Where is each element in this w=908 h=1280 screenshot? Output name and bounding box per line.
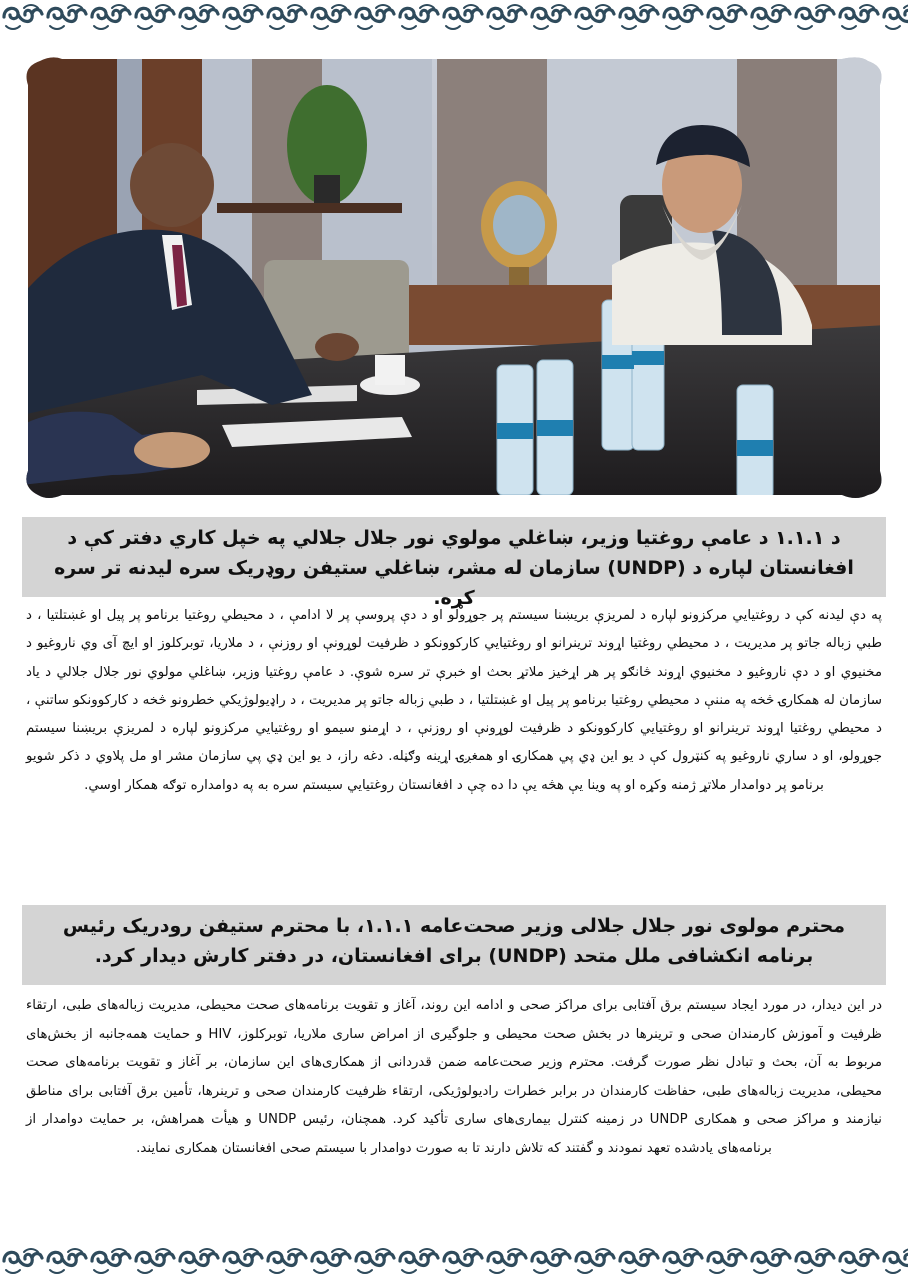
scroll-ornament-icon <box>0 0 908 34</box>
meeting-photo <box>22 55 886 499</box>
dari-body-text: در این دیدار، در مورد ایجاد سیستم برق آفتابی برای مراکز صحی و ادامه این روند، آغاز و تقویت برنامه‌های صحت محیطی، مدیریت زباله‌های طبی، ارتقاء ظرفیت و آموزش کارمندان صحی و ترینرها در بخش صحت محیطی و جلوگیری از امراض ساری ملاریا، توبرکلوز، HIV و حمایت همه‌جانبه از بخش‌های مربوط به آن، بحث و تبادل نظر صورت گرفت. محترم وزیر صحت‌عامه ضمن قدردانی از همکاری‌های این سازمان، بر آغاز و تقویت برنامه‌های صحت محیطی، مدیریت زباله‌های طبی، حفاظت کارمندان در برابر خطرات رادیولوژیکی، ارتقاء ظرفیت کارمندان صحی و ترینرها، تأمین برق آفتابی برای مناطق نیازمند و مراکز صحی و همکاری UNDP در زمینه کنترل بیماری‌های ساری تأکید کرد. همچنان، رئیس UNDP و هیأت همراهش، بر حمایت دوامدار از برنامه‌های یادشده تعهد نمودند و گفتند که تلاش دارند تا به صورت دوامدار با سیستم صحی افغانستان همکاری نمایند. <box>26 998 883 1156</box>
pashto-body-text: په دې ليدنه کې د روغتيايي مرکزونو لپاره د لمريزې بريښنا سيستم پر جوړولو او د دې پروسې پر لا ادامې ، د محيطي روغتيا برنامو پر پيل او غښتلتيا ، د طبي زباله جاتو پر مديريت ، د محيطي روغتيا اړوند ترينرانو او روغتيايي کارکوونکو د ظرفيت لوړونې او روزنې ، د ملاريا، توبرکلوز او ايچ آی وي ناروغيو د مخنيوي او د دې ناروغيو د مخنيوي اړوند څانګو پر هر اړخيز ملاتړ بحث او خبرې تر سره شوې. د عامې روغتيا وزير، ښاغلي مولوي نور جلال جلالي د ياد سازمان له همکارۍ څخه په مننې د محيطي روغتيا برنامو پر پيل او غښتلتيا ، د طبي زباله جاتو پر مديريت ، د راډيولوژيکي خطرونو څخه د کارکوونکو ساتنې ، د محيطي روغتيا اړوند ترينرانو او روغتيايي کارکوونکو د ظرفيت لوړونې او روزنې ، د اړمنو سيمو او روغتيايي مرکزونو لپاره د لمريزې بريښنا سيستم جوړولو، او د ساري ناروغيو په کنټرول کې د يو اين ډي پي همکارۍ او همغږۍ اړينه وګڼله. دغه راز، د يو اين ډي پي سازمان مشر او مل پلاوي د ذکر شويو برنامو پر دوامدار ملاتړ ژمنه وکړه او په وينا يې هڅه يې دا ده چې د افغانستان روغتيايي سيستم سره به په دوامداره توګه همکار اوسي. <box>26 608 882 793</box>
scroll-ornament-icon <box>0 1244 908 1278</box>
dari-headline: محترم مولوی نور جلال جلالی وزیر صحت‌عامه ۱.۱.۱، با محترم ستیفن رودریک رئیس برنامه انکشافی ملل متحد (UNDP) برای افغانستان، در دفتر کارش دیدار کرد. <box>22 905 886 985</box>
meeting-photo-icon <box>22 55 886 499</box>
pashto-headline: د ۱.۱.۱ د عامې روغتيا وزير، ښاغلي مولوي نور جلال جلالي په خپل کاري دفتر کې د افغانستان لپاره د (UNDP) سازمان له مشر، ښاغلي ستيفن روډريک سره ليدنه تر سره کړه. <box>22 517 886 597</box>
bottom-ornament-border <box>0 1244 908 1278</box>
top-ornament-border <box>0 0 908 34</box>
